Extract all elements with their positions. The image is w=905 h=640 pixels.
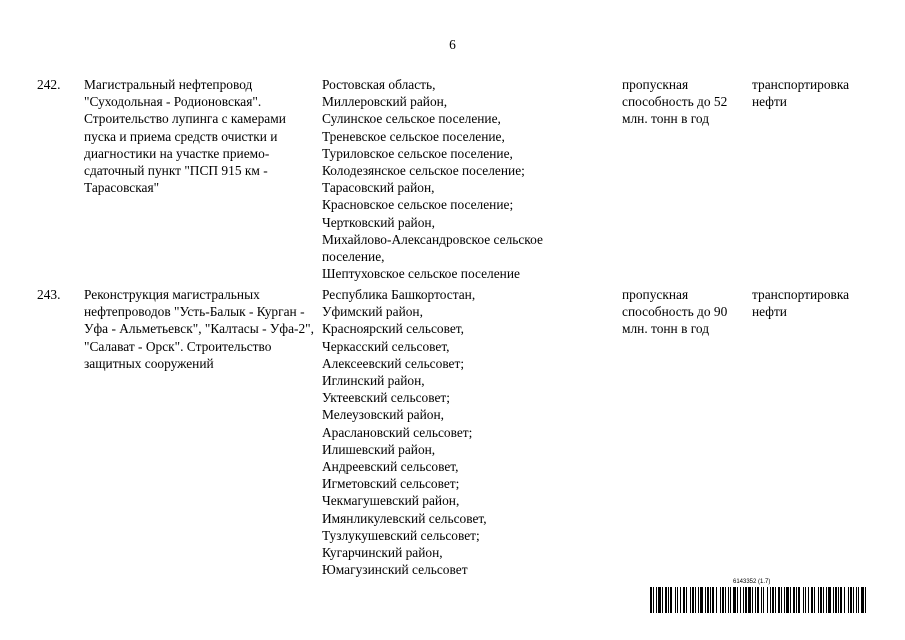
barcode-bar [740, 587, 741, 613]
barcode-bar [844, 587, 845, 613]
barcode-bar [700, 587, 703, 613]
barcode-bar [856, 587, 857, 613]
barcode-bar [808, 587, 809, 613]
barcode-bar [658, 587, 661, 613]
barcode-bar [775, 587, 776, 613]
barcode-bar [828, 587, 831, 613]
barcode-bar [767, 587, 768, 613]
barcode-bar [728, 587, 729, 613]
location-line: Араслановский сельсовет; [322, 424, 473, 440]
location-line: Миллеровский район, [322, 94, 448, 110]
barcode-bar [786, 587, 789, 613]
barcode-bar [670, 587, 672, 613]
object-capacity: пропускная способность до 90 млн. тонн в год [622, 287, 728, 337]
barcode-bar [757, 587, 759, 613]
barcode-bar [826, 587, 827, 613]
barcode-bar [690, 587, 691, 613]
location-line: поселение, [322, 249, 385, 265]
barcode-bar [784, 587, 785, 613]
barcode-bar [662, 587, 663, 613]
barcode-bar [835, 587, 837, 613]
barcode-bar [675, 587, 676, 613]
location-line: Юмагузинский сельсовет [322, 562, 468, 578]
barcode-bar [761, 587, 762, 613]
barcode-bar [692, 587, 694, 613]
barcode-bar [668, 587, 669, 613]
barcode-bar [755, 587, 756, 613]
barcode-bar [725, 587, 726, 613]
barcode-bar [850, 587, 852, 613]
barcode-bar [665, 587, 667, 613]
object-name: Магистральный нефтепровод "Суходольная - Родионовская". Строительство лупинга с камерами пуска и приема средств очистки и диагностики на участке приемо-сдаточный пункт "ПСП 915 км - Тарасовская" [84, 77, 286, 196]
barcode-bar [705, 587, 706, 613]
barcode-bar [823, 587, 824, 613]
location-line: Иглинский район, [322, 373, 425, 389]
barcode-bar [737, 587, 738, 613]
location-line: Имянликулевский сельсовет, [322, 510, 487, 526]
location-line: Уктеевский сельсовет; [322, 390, 450, 406]
barcode-bar [722, 587, 724, 613]
location-line: Илишевский район, [322, 441, 436, 457]
location-line: Игметовский сельсовет; [322, 476, 460, 492]
object-purpose: транспортировка нефти [752, 287, 850, 320]
location-line: Треневское сельское поселение, [322, 128, 505, 144]
barcode-bar [698, 587, 699, 613]
location-line: Ростовская область, [322, 77, 436, 92]
barcode-bar [730, 587, 731, 613]
location-line: Сулинское сельское поселение, [322, 111, 501, 127]
barcode-bar [656, 587, 657, 613]
barcode-bar [796, 587, 797, 613]
barcode-bar [840, 587, 842, 613]
barcode-bar [707, 587, 709, 613]
barcode-bar [772, 587, 774, 613]
barcode-bar [748, 587, 751, 613]
barcode-bar [838, 587, 839, 613]
barcode-bar [683, 587, 685, 613]
barcode-bar [653, 587, 654, 613]
location-line: Чекмагушевский район, [322, 493, 460, 509]
barcode-bar [770, 587, 771, 613]
barcode [650, 587, 867, 613]
location-line: Кугарчинский район, [322, 545, 443, 561]
barcode-bar [720, 587, 721, 613]
barcode-bar [752, 587, 753, 613]
location-line: Черкасский сельсовет, [322, 338, 450, 354]
location-line: Туриловское сельское поселение, [322, 145, 513, 161]
barcode-bar [781, 587, 782, 613]
barcode-bar [686, 587, 687, 613]
location-line: Алексеевский сельсовет; [322, 355, 465, 371]
document-code: 6143352 (1.7) [733, 579, 771, 585]
object-purpose: транспортировка нефти [752, 77, 850, 110]
location-line: Красноярский сельсовет, [322, 321, 464, 337]
barcode-bar [853, 587, 854, 613]
barcode-bar [793, 587, 795, 613]
location-line: Шептуховское сельское поселение [322, 266, 520, 282]
barcode-bar [778, 587, 780, 613]
location-line: Красновское сельское поселение; [322, 197, 514, 213]
barcode-bar [805, 587, 806, 613]
barcode-bar [677, 587, 678, 613]
barcode-bar [695, 587, 696, 613]
barcode-bar [798, 587, 800, 613]
location-line: Республика Башкортостан, [322, 287, 476, 302]
barcode-bar [848, 587, 849, 613]
row-number: 242. [37, 77, 61, 92]
barcode-bar [790, 587, 791, 613]
barcode-bar [814, 587, 815, 613]
barcode-bar [865, 587, 866, 613]
location-line: Уфимский район, [322, 304, 423, 320]
object-capacity: пропускная способность до 52 млн. тонн в год [622, 77, 728, 127]
barcode-bar [858, 587, 859, 613]
row-number: 243. [37, 287, 61, 302]
barcode-bar [716, 587, 717, 613]
barcode-bar [743, 587, 744, 613]
location-line: Тарасовский район, [322, 180, 435, 196]
location-line: Чертковский район, [322, 214, 435, 230]
location-line: Михайлово-Александровское сельское [322, 231, 543, 247]
object-location [322, 286, 612, 578]
location-line: Колодезянское сельское поселение; [322, 163, 525, 179]
barcode-bar [712, 587, 714, 613]
barcode-bar [745, 587, 747, 613]
barcode-bar [650, 587, 652, 613]
location-line: Андреевский сельсовет, [322, 459, 459, 475]
location-line: Мелеузовский район, [322, 407, 444, 423]
barcode-bar [803, 587, 804, 613]
barcode-bar [710, 587, 711, 613]
barcode-bar [820, 587, 822, 613]
page-number: 6 [449, 37, 456, 52]
object-location [322, 76, 612, 282]
object-name: Реконструкция магистральных нефтепроводов "Усть-Балык - Курган - Уфа - Альметьевск", "Калтасы - Уфа-2", "Салават - Орск". Строительство защитных сооружений [84, 287, 314, 371]
barcode-bar [763, 587, 764, 613]
barcode-bar [818, 587, 819, 613]
location-line: Тузлукушевский сельсовет; [322, 527, 480, 543]
barcode-bar [680, 587, 681, 613]
barcode-bar [833, 587, 834, 613]
barcode-bar [733, 587, 736, 613]
barcode-bar [861, 587, 864, 613]
barcode-bar [811, 587, 813, 613]
